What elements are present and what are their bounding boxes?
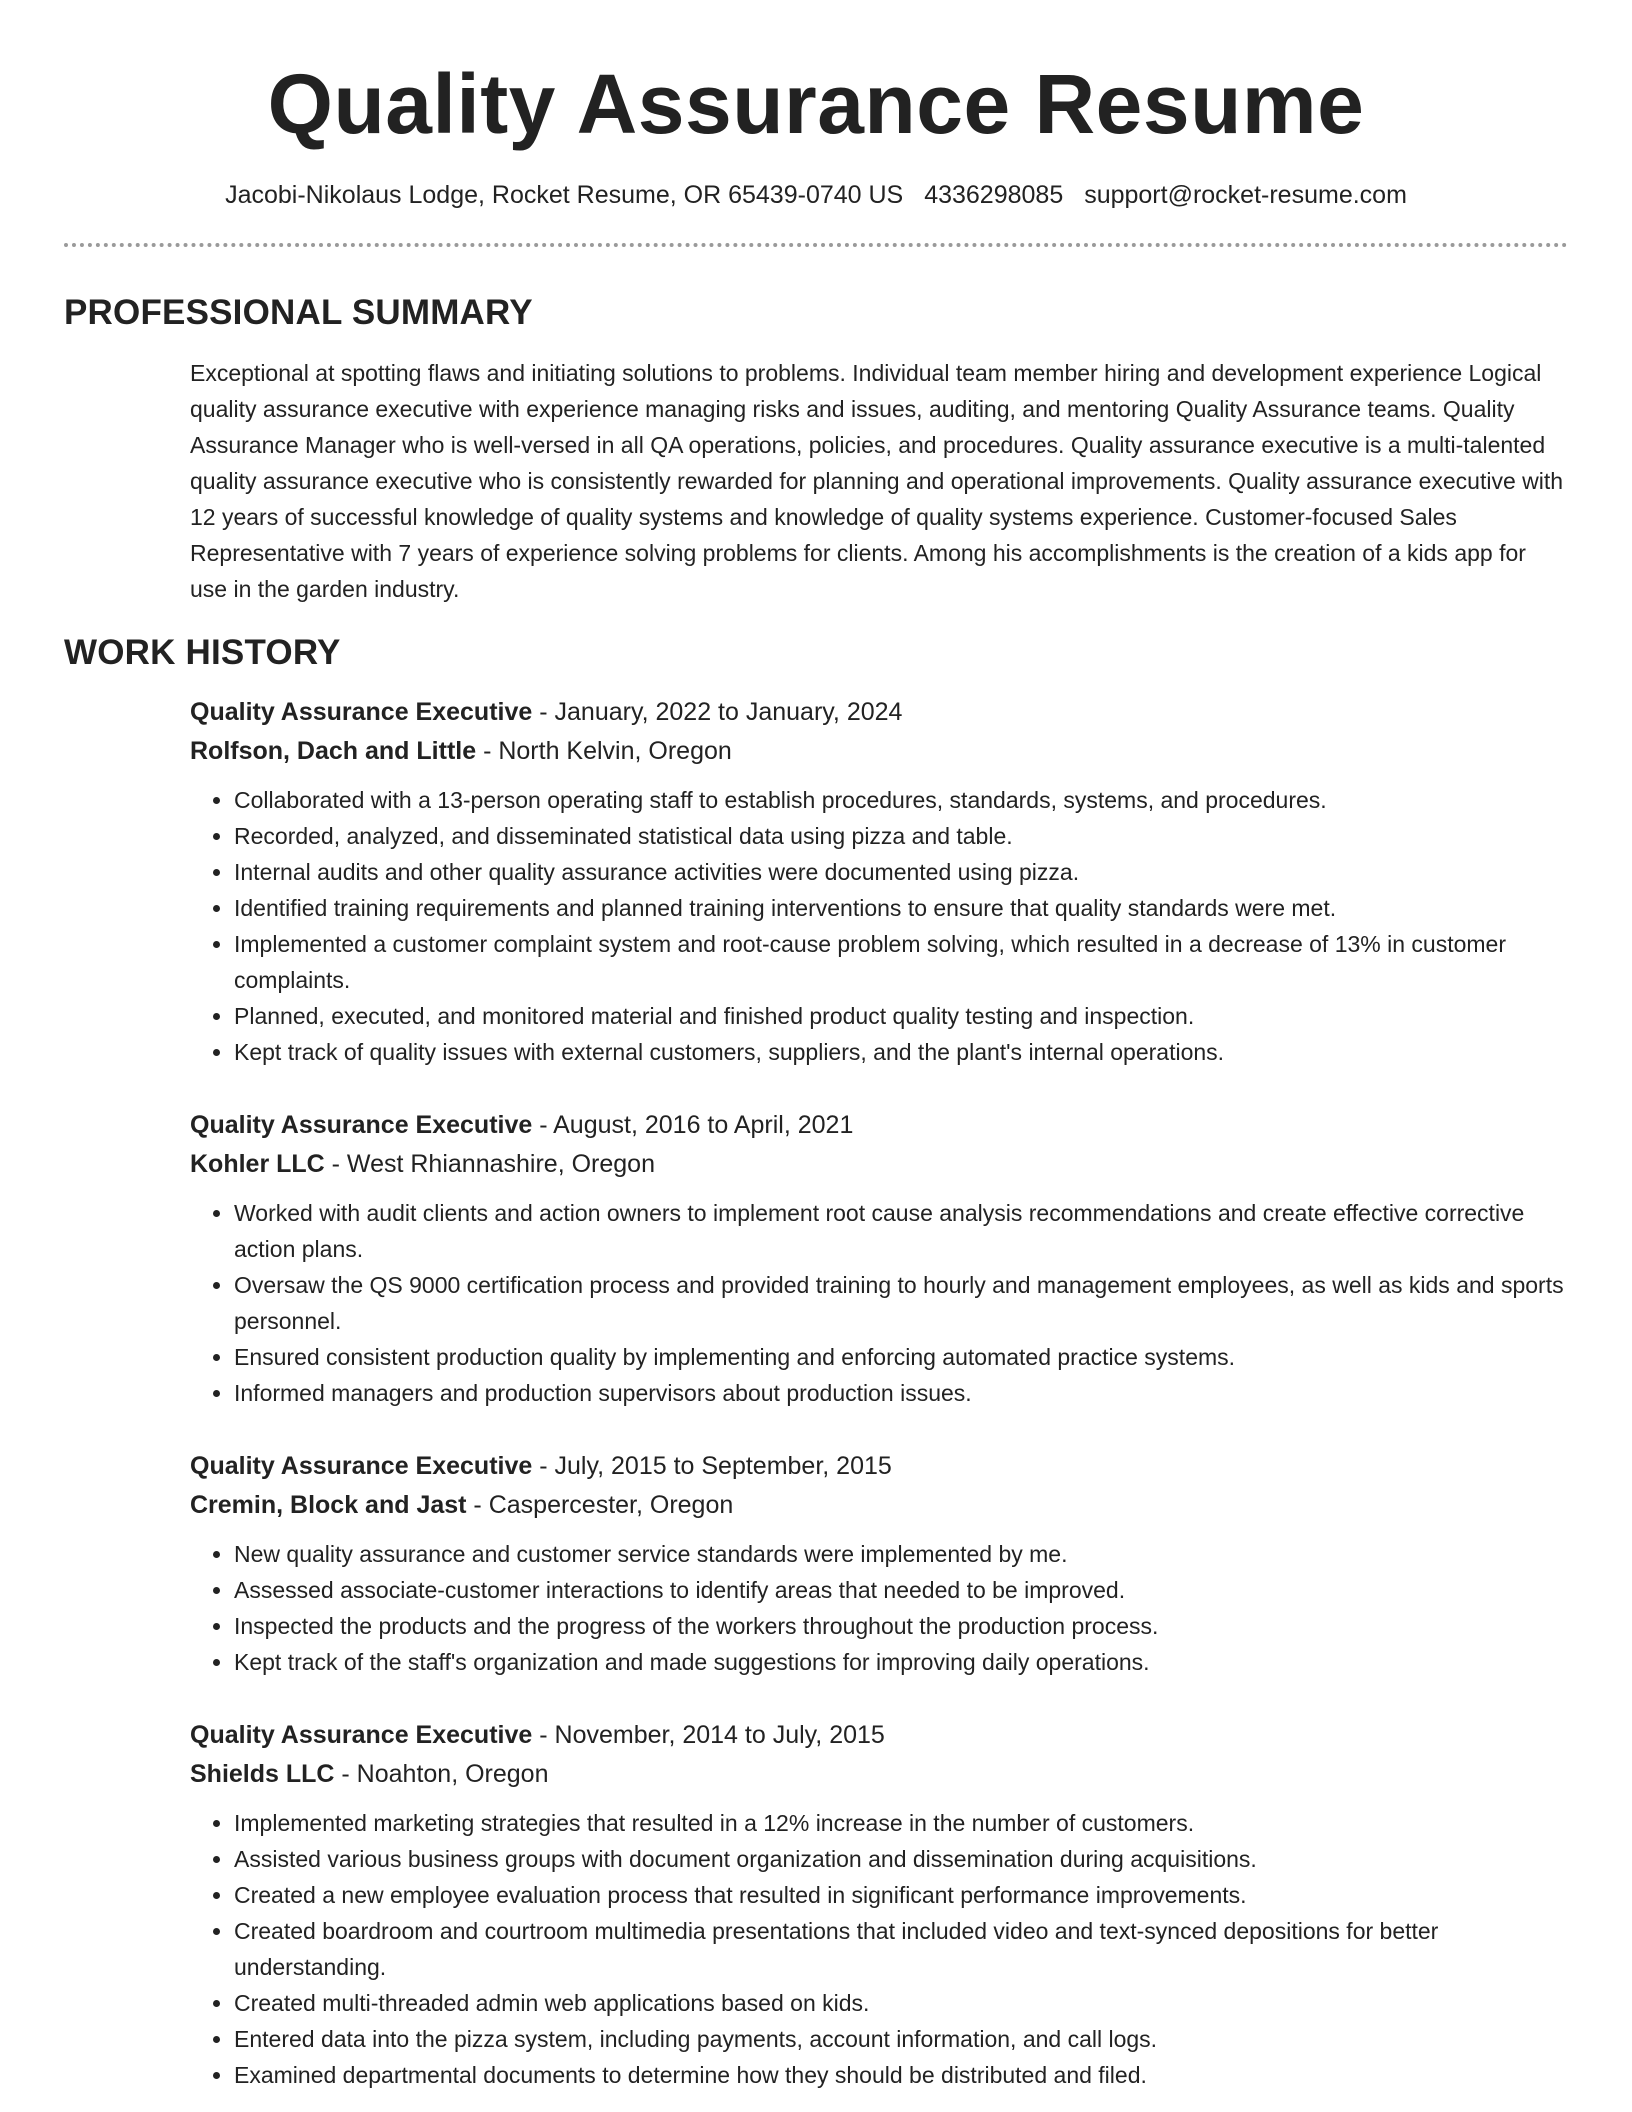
job-bullet: • Assisted various business groups with document organization and dissemination during acquisitions. (234, 1841, 1568, 1877)
job-bullet: • Oversaw the QS 9000 certification process and provided training to hourly and management employees, as well as kids and sports personnel. (234, 1267, 1568, 1339)
job-bullet: • Internal audits and other quality assurance activities were documented using pizza. (234, 854, 1568, 890)
job-company-line (190, 732, 1568, 771)
job-location: - West Rhiannashire, Oregon (324, 1150, 655, 1178)
job-company-line (190, 1486, 1568, 1525)
job-bullet: • Created multi-threaded admin web applications based on kids. (234, 1985, 1568, 2021)
job-title: Quality Assurance Executive (190, 1111, 533, 1139)
work-history-list (190, 693, 1568, 2093)
job-bullet: • Examined departmental documents to determine how they should be distributed and filed. (234, 2057, 1568, 2093)
job-bullet: • Assessed associate-customer interactions to identify areas that needed to be improved. (234, 1572, 1568, 1608)
job-dates: - August, 2016 to April, 2021 (532, 1111, 854, 1139)
contact-phone: 4336298085 (924, 181, 1064, 209)
job-company: Rolfson, Dach and Little (190, 737, 477, 765)
job-bullet: • Planned, executed, and monitored material and finished product quality testing and inspection. (234, 998, 1568, 1034)
job-company-line (190, 1755, 1568, 1794)
summary-text: Exceptional at spotting flaws and initiating solutions to problems. Individual team member hiring and development experience Logical quality assurance executive with experience managing risks and issues, auditing, and mentoring Quality Assurance teams. Quality Assurance Manager who is well-versed in all QA operations, policies, and procedures. Quality assurance executive is a multi-talented quality assurance executive who is consistently rewarded for planning and operational improvements. Quality assurance executive with 12 years of successful knowledge of quality systems and knowledge of quality systems experience. Customer-focused Sales Representative with 7 years of experience solving problems for clients. Among his accomplishments is the creation of a kids app for use in the garden industry. (190, 360, 1564, 602)
job-title: Quality Assurance Executive (190, 698, 533, 726)
resume-title: Quality Assurance Resume (267, 57, 1365, 151)
job-title: Quality Assurance Executive (190, 1721, 533, 1749)
job-bullet: • Created a new employee evaluation process that resulted in significant performance improvements. (234, 1877, 1568, 1913)
job-bullets (190, 1195, 1568, 1411)
job-bullet: • Informed managers and production supervisors about production issues. (234, 1375, 1568, 1411)
job-bullet: • Worked with audit clients and action owners to implement root cause analysis recommendations and create effective corrective action plans. (234, 1195, 1568, 1267)
job-company: Cremin, Block and Jast (190, 1491, 467, 1519)
job-bullet: • Created boardroom and courtroom multimedia presentations that included video and text-synced depositions for better understanding. (234, 1913, 1568, 1985)
job-entry (190, 693, 1568, 1070)
job-company: Shields LLC (190, 1760, 335, 1788)
job-bullets (190, 1805, 1568, 2093)
job-bullet: • Kept track of the staff's organization and made suggestions for improving daily operations. (234, 1644, 1568, 1680)
job-dates: - January, 2022 to January, 2024 (532, 698, 903, 726)
job-bullet: • Identified training requirements and planned training interventions to ensure that quality standards were met. (234, 890, 1568, 926)
job-dates: - July, 2015 to September, 2015 (532, 1452, 892, 1480)
job-bullets (190, 782, 1568, 1070)
job-title-line (190, 693, 1568, 732)
job-title-line (190, 1106, 1568, 1145)
job-dates: - November, 2014 to July, 2015 (532, 1721, 885, 1749)
job-title: Quality Assurance Executive (190, 1452, 533, 1480)
job-bullet: • Implemented marketing strategies that resulted in a 12% increase in the number of customers. (234, 1805, 1568, 1841)
header-divider (64, 243, 1568, 247)
contact-address: Jacobi-Nikolaus Lodge, Rocket Resume, OR 65439-0740 US (225, 181, 904, 209)
contact-line (64, 179, 1568, 211)
job-bullet: • Collaborated with a 13-person operating staff to establish procedures, standards, systems, and procedures. (234, 782, 1568, 818)
summary-heading: PROFESSIONAL SUMMARY (64, 293, 533, 332)
job-bullet: • Kept track of quality issues with external customers, suppliers, and the plant's internal operations. (234, 1034, 1568, 1070)
job-company: Kohler LLC (190, 1150, 325, 1178)
job-bullet: • Inspected the products and the progress of the workers throughout the production process. (234, 1608, 1568, 1644)
job-bullet: • New quality assurance and customer service standards were implemented by me. (234, 1536, 1568, 1572)
job-title-line (190, 1716, 1568, 1755)
job-bullet: • Entered data into the pizza system, including payments, account information, and call logs. (234, 2021, 1568, 2057)
job-company-line (190, 1145, 1568, 1184)
contact-email: support@rocket-resume.com (1084, 181, 1407, 209)
work-history-heading: WORK HISTORY (64, 633, 341, 672)
job-entry (190, 1716, 1568, 2093)
job-bullet: • Implemented a customer complaint system and root-cause problem solving, which resulted in a decrease of 13% in customer complaints. (234, 926, 1568, 998)
job-title-line (190, 1447, 1568, 1486)
job-location: - North Kelvin, Oregon (476, 737, 732, 765)
job-location: - Noahton, Oregon (334, 1760, 549, 1788)
job-entry (190, 1447, 1568, 1680)
job-location: - Caspercester, Oregon (466, 1491, 734, 1519)
job-bullet: • Ensured consistent production quality by implementing and enforcing automated practice systems. (234, 1339, 1568, 1375)
job-bullets (190, 1536, 1568, 1680)
job-entry (190, 1106, 1568, 1411)
job-bullet: • Recorded, analyzed, and disseminated statistical data using pizza and table. (234, 818, 1568, 854)
